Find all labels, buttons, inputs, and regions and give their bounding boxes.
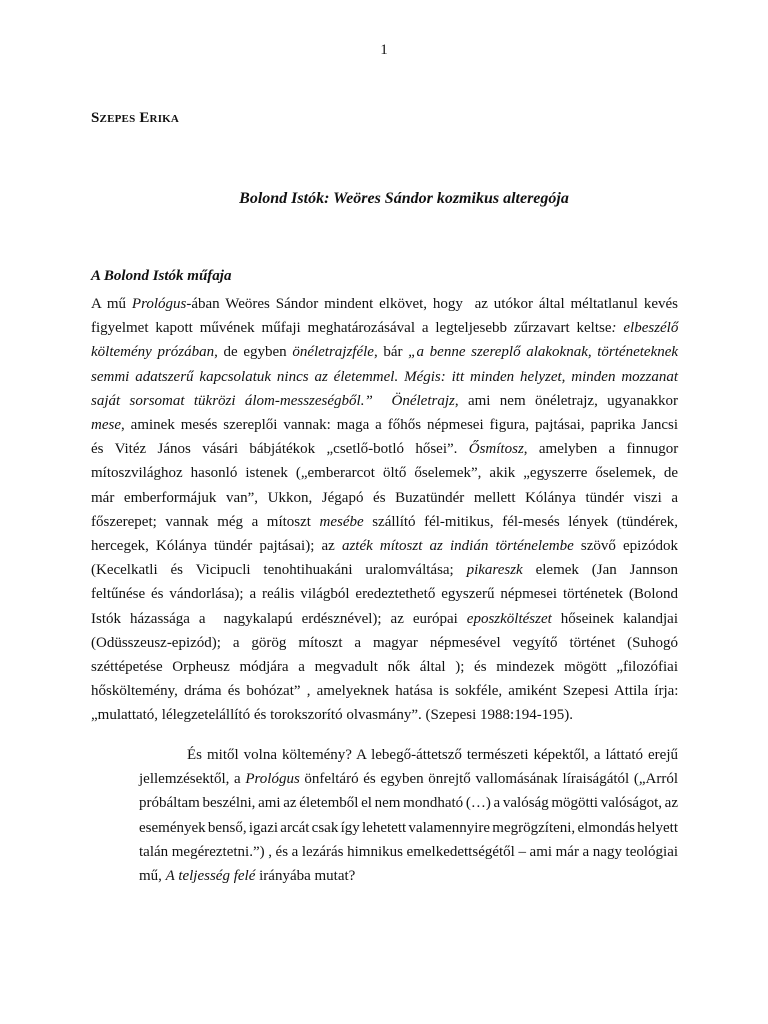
- text-run: , de egyben: [214, 344, 293, 361]
- text-line: [91, 389, 678, 413]
- text-run: mű,: [139, 868, 166, 885]
- author-name: Szepes Erika: [91, 110, 180, 126]
- italic-run: költemény prózában: [91, 344, 215, 361]
- text-line: [91, 791, 678, 815]
- text-line: [91, 534, 678, 558]
- text-run: szövő epizódok: [573, 538, 678, 555]
- text-line: [91, 486, 678, 510]
- text-line: [91, 816, 678, 840]
- italic-run: eposzköltészet: [466, 610, 552, 627]
- text-line: [91, 655, 678, 679]
- text-run: főszerepet; vannak még a mítoszt: [91, 513, 320, 530]
- text-run: talán megéreztetni.”) , és a lezárás himnikus emelkedettségétől – ami már a nagy teológiai: [139, 843, 679, 860]
- text-line: [91, 365, 678, 389]
- italic-run: Prológus: [131, 296, 187, 312]
- section-heading: A Bolond Istók műfaja: [91, 268, 232, 284]
- text-line: [91, 703, 678, 727]
- text-run: , ami nem önéletrajz, ugyanakkor: [454, 392, 678, 409]
- text-run: hősköltemény, dráma és bohózat” , amelyeknek hatása is sokféle, amiként Szepesi Attila írja:: [91, 683, 679, 700]
- text-line: [91, 292, 678, 316]
- text-line: [91, 743, 678, 767]
- text-run: irányába mutat?: [255, 868, 356, 885]
- italic-run: pikareszk: [466, 562, 523, 579]
- text-line: [91, 679, 678, 703]
- text-run: próbáltam beszélni, ami az életemből el nem mondható (…) a valóság mögötti valóságot, az: [139, 795, 678, 812]
- text-line: [91, 582, 678, 606]
- text-run: És mitől volna költemény? A lebegő-áttetsző természeti képektől, a láttató erejű: [187, 747, 678, 763]
- page-number: 1: [380, 42, 388, 58]
- text-run: elemek (Jan Jannson: [522, 562, 678, 579]
- text-run: széttépetése Orpheusz módjára a megvadult nők által ); és mindezek mögött „filozófiai: [91, 659, 678, 676]
- text-run: (Kecelkatli és Vicipucli tenohtihuakáni uralomváltása;: [91, 562, 467, 579]
- text-line: [91, 437, 678, 461]
- paragraph-2: [91, 743, 678, 888]
- text-run: [373, 393, 392, 409]
- italic-run: mesébe: [319, 513, 364, 530]
- italic-run: „a benne szereplő alakoknak, történeteknek: [408, 344, 679, 361]
- article-title: Bolond Istók: Weöres Sándor kozmikus alteregója: [239, 190, 569, 207]
- text-run: mítoszvilághoz hasonló istenek („emberarcot öltő őselemek”, akik „egyszerre őselemek, de: [91, 465, 678, 482]
- text-line: [91, 510, 678, 534]
- text-line: [91, 558, 678, 582]
- text-run: események benső, igazi arcát csak így lehetett valamennyire megrögzíteni, elmondás helyett: [139, 819, 678, 836]
- text-run: , amelyben a finnugor: [523, 441, 679, 458]
- text-line: [91, 461, 678, 485]
- italic-run: mese: [91, 417, 121, 434]
- italic-run: semmi adatszerű kapcsolatuk nincs az életemmel. Mégis: itt minden helyzet, minden mozzanat: [91, 368, 678, 385]
- text-line: [91, 631, 678, 655]
- text-run: feltűnése és vándorlása); a reális világból eredeztethető egyszerű népmesei történetek (Bolond: [91, 586, 678, 603]
- italic-run: saját sorsomat tükrözi álom-messzeségből.”: [91, 392, 373, 409]
- text-run: -ában Weöres Sándor mindent elkövet, hogy az utókor által méltatlanul kevés: [186, 296, 678, 312]
- text-run: (Odüsszeusz-epizód); a görög mítoszt a magyar népmesével vegyítő történet (Suhogó: [91, 634, 678, 651]
- text-line: [91, 864, 678, 888]
- text-run: , bár: [373, 344, 409, 361]
- text-run: jellemzésektől, a: [139, 771, 246, 788]
- text-line: [91, 413, 678, 437]
- text-line: [91, 316, 678, 340]
- text-run: és Vitéz János vásári bábjátékok „csetlő-botló hősei”.: [91, 441, 469, 458]
- text-run: „mulattató, lélegzetelállító és torokszorító olvasmány”. (Szepesi 1988:194-195).: [91, 707, 573, 724]
- italic-run: Ősmítosz: [468, 441, 524, 458]
- text-run: hercegek, Kólánya tündér pajtásai); az: [91, 538, 342, 555]
- italic-run: : elbeszélő: [611, 320, 679, 337]
- text-line: [91, 840, 678, 864]
- text-run: , aminek mesés szereplői vannak: maga a főhős népmesei figura, pajtásai, paprika Jancsi: [121, 417, 679, 434]
- text-run: hőseinek kalandjai: [551, 610, 679, 627]
- text-run: figyelmet kapott művének műfaji meghatározásával a legteljesebb zűrzavart keltse: [91, 320, 612, 337]
- text-run: már emberformájuk van”, Ukkon, Jégapó és Buzatündér mellett Kólánya tündér viszi a: [91, 489, 678, 506]
- text-line: [91, 767, 678, 791]
- text-run: önfeltáró és egyben önrejtő vallomásának líraiságától („Arról: [299, 771, 678, 788]
- paragraph-1: [91, 292, 678, 728]
- italic-run: önéletrajzféle: [292, 344, 374, 361]
- italic-run: A teljesség felé: [165, 868, 256, 885]
- text-line: [91, 340, 678, 364]
- text-run: A mű: [91, 296, 132, 312]
- text-run: szállító fél-mitikus, fél-mesés lények (tündérek,: [363, 513, 678, 530]
- text-line: [91, 607, 678, 631]
- italic-run: Prológus: [245, 771, 300, 788]
- italic-run: Önéletrajz: [391, 392, 455, 409]
- text-run: Istók házassága a nagykalapú erdésznével); az európai: [91, 610, 467, 627]
- italic-run: azték mítoszt az indián történelembe: [341, 538, 574, 555]
